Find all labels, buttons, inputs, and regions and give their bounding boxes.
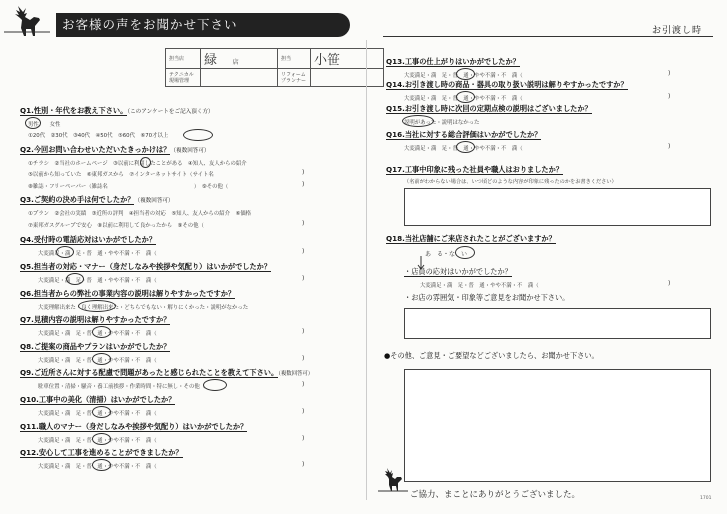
gender-male[interactable]: 男性 [28,122,39,128]
q3-line1[interactable]: ①プラン ②会社の実績 ③近所の評判 ④担当者の対応 ⑤知人、友人からの紹介 ⑥価格 [28,211,252,217]
answer-circle [25,117,41,129]
sub1-close: ) [668,280,671,287]
answer-circle [455,246,475,259]
q12-close: ) [302,461,305,468]
q4-label: Q4.受付時の電話応対はいかがでしたか？ [20,235,157,244]
q2-line2[interactable]: ⑤以前から知っていた ⑥東邦ガスから ⑦インターネットサイト（サイト名 [28,172,214,178]
answer-circle [183,129,213,141]
answer-circle [92,433,111,445]
q4-close: ) [302,248,305,255]
tech-label-2: 現場管理 [169,77,190,84]
other-label: ●その他、ご意見・ご要望などございましたら、お聞かせ下さい。 [384,351,599,360]
store-label: 担当店 [166,49,201,69]
q1-label: Q1.性別・年代をお教え下さい。（このアンケートをご記入頂く方） [20,106,214,115]
answer-circle [92,326,111,338]
answer-circle [92,459,111,471]
reform-label-1: リフォーム [281,71,306,78]
staff-info-table [165,48,384,87]
q3-label: Q3.ご契約の決め手は何でしたか？（複数回答可） [20,195,174,204]
q8-close: ) [302,355,305,362]
q2-line2-close: ) [302,169,305,176]
answer-circle [92,406,111,418]
answer-circle [56,246,74,258]
q14-options[interactable]: 大変満足・満 足・普 通・やや不満・不 満（ [404,96,523,102]
q16-close: ) [668,143,671,150]
answer-circle [456,91,475,103]
sub2-answer-box[interactable] [404,308,711,339]
deer-logo-icon [4,2,50,40]
answer-circle [402,115,434,127]
q10-label: Q10.工事中の美化（清掃）はいかがでしたか？ [20,395,176,404]
q18-options[interactable]: あ る・な い [425,251,468,258]
q3-line2[interactable]: ⑦東邦ガスグループで安心 ⑧以前に利用して良かったから ⑨その他（ [28,223,204,229]
q5-label: Q5.担当者の対応・マナー（身だしなみや挨拶や気配り）はいかがでしたか？ [20,262,272,271]
q9-close: ) [302,381,305,388]
q13-close: ) [668,70,671,77]
staff-value: 小笹 [314,53,341,68]
q2-line3-close: ) [302,181,305,188]
form-code: 1701 [700,496,712,501]
tech-label-1: テクニカル [169,71,194,78]
other-answer-box[interactable] [404,369,711,482]
header-rule [383,36,713,37]
q10-options[interactable]: 大変満足・満 足・普 通・やや不満・不 満（ [38,411,157,417]
answer-circle [140,157,151,168]
answer-circle [203,379,227,391]
q5-options[interactable]: 大変満足・満 足・普 通・やや不満・不 満（ [38,278,157,284]
q14-close: ) [668,93,671,100]
q11-close: ) [302,435,305,442]
q11-options[interactable]: 大変満足・満 足・普 通・やや不満・不 満（ [38,438,157,444]
store-value: 緑 [204,53,218,68]
page-title: お客様の声をお聞かせ下さい [62,17,238,32]
q16-options[interactable]: 大変満足・満 足・普 通・やや不満・不 満（ [404,146,523,152]
sub2-label: ・お店の雰囲気・印象等ご意見をお聞かせ下さい。 [404,293,570,302]
answer-circle [456,68,475,80]
sub1-options[interactable]: 大変満足・満 足・普 通・やや不満・不 満（ [420,283,539,289]
q2-label: Q2.今回お問い合わせいただいたきっかけは？（複数回答可） [20,145,210,154]
q4-options[interactable]: 大変満足・満 足・普 通・やや不満・不 満（ [38,251,157,257]
q8-options[interactable]: 大変満足・満 足・普 通・やや不満・不 満（ [38,358,157,364]
center-divider [366,40,367,500]
answer-circle [66,273,84,285]
q12-options[interactable]: 大変満足・満 足・普 通・やや不満・不 満（ [38,464,157,470]
answer-circle [456,141,475,153]
q9-label: Q9.ご近所さんに対する配慮で問題があったと感じられたことを教えて下さい。（複数回答可） [20,368,314,377]
q17-note: （名前がわからない場合は、いつ頃どのような内容が印象に残ったのかをお書きください） [404,179,617,185]
q6-label: Q6.担当者からの弊社の事業内容の説明は解りやすかったですか？ [20,289,236,298]
sub1-label: ・店員の応対はいかがでしたか？ [404,267,512,276]
q1-ages[interactable]: ①20代 ②30代 ③40代 ④50代 ⑤60代 ⑥70才以上 [28,133,169,139]
q10-close: ) [302,408,305,415]
gender-female[interactable]: 女性 [49,122,61,128]
answer-circle [78,300,116,312]
q9-options[interactable]: 駐車位置・清掃・騒音・養工前挨拶・作業時間・特に無し・その他（ [38,384,206,390]
reform-label-2: プランナー [281,77,307,84]
q2-line3[interactable]: ⑧雑誌・フリーペーパー（雑誌名 ） ⑨その他（ [28,184,229,190]
q7-label: Q7.見積内容の説明は解りやすかったですか？ [20,315,171,324]
q17-label: Q17.工事中印象に残った社員や職人はおりましたか？ [386,165,563,174]
q7-options[interactable]: 大変満足・満 足・普 通・やや不満・不 満（ [38,331,157,337]
q16-label: Q16.当社に対する総合評価はいかがでしたか？ [386,130,542,139]
q5-close: ) [302,275,305,282]
q2-line1[interactable]: ①チラシ ②当社のホームページ ③以前に利用したことがある ④知人、友人からの紹介 [28,161,247,167]
staff-label: 担当 [278,49,311,69]
q11-label: Q11.職人のマナー（身だしなみや挨拶や気配り）はいかがでしたか？ [20,422,248,431]
q3-close: ) [302,220,305,227]
store-suffix: 店 [232,59,239,66]
q7-close: ) [302,328,305,335]
q14-label: Q14.お引き渡し時の商品・器具の取り扱い説明は解りやすかったですか？ [386,80,628,89]
q13-options[interactable]: 大変満足・満 足・普 通・やや不満・不 満（ [404,73,523,79]
handover-label: お引渡し時 [652,26,703,36]
answer-circle [92,353,111,365]
q17-answer-box[interactable] [404,188,711,226]
q12-label: Q12.安心して工事を進めることができましたか？ [20,448,183,457]
q13-label: Q13.工事の仕上がりはいかがでしたか？ [386,57,520,66]
thanks-message: ご協力、まことにありがとうございました。 [410,490,581,500]
q8-label: Q8.ご提案の商品やプランはいかがでしたか？ [20,342,171,351]
deer-footer-icon [378,466,408,494]
q18-label: Q18.当社店舗にご来店されたことがございますか？ [386,234,556,243]
q15-options[interactable]: 説明があった・説明はなかった [404,120,480,126]
q6-options[interactable]: 大変理解出来た・良く理解出来た・どちらでもない・解りにくかった・説明がなかった [38,305,249,311]
q15-label: Q15.お引き渡し時に次回の定期点検の説明はございましたか？ [386,104,592,113]
